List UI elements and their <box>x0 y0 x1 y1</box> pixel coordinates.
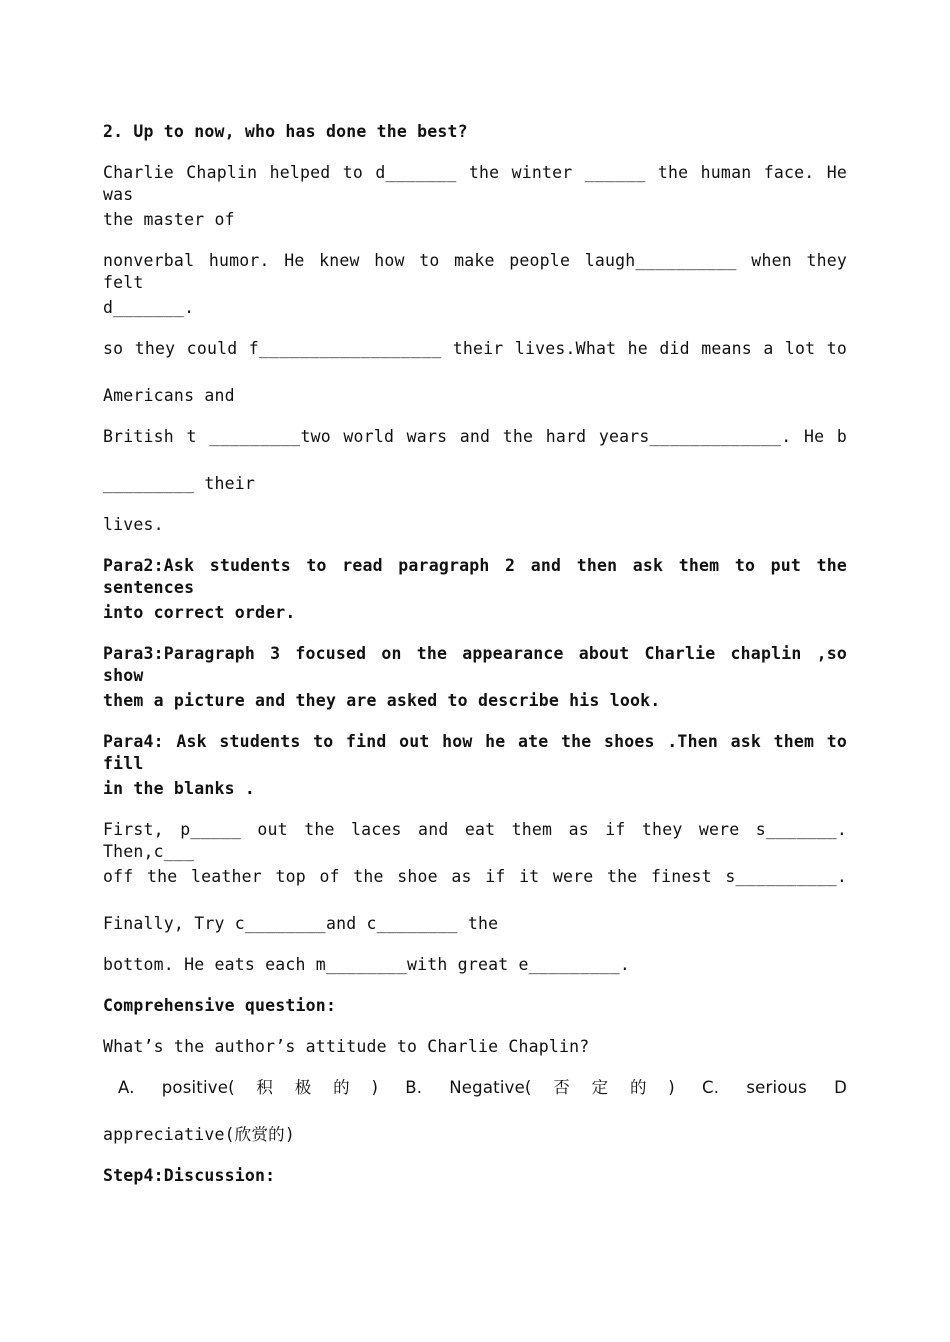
text-line: _________ their <box>103 474 256 493</box>
text-line: off the leather top of the shoe as if it were the finest s__________. <box>103 867 847 886</box>
text-line: the master of <box>103 210 235 229</box>
text-line: Americans and <box>103 386 235 405</box>
text-line: nonverbal humor. He knew how to make people laugh__________ when they felt <box>103 251 847 292</box>
question-heading: 2. Up to now, who has done the best? <box>103 122 468 141</box>
text-line: so they could f__________________ their lives.What he did means a lot to <box>103 339 847 358</box>
answer-options: A. positive(积极的) B. Negative(否定的) C. serious D <box>118 1078 847 1097</box>
para3-instruction: Para3:Paragraph 3 focused on the appearance about Charlie chaplin ,so show <box>103 644 847 685</box>
para2-instruction-cont: into correct order. <box>103 603 296 622</box>
comprehensive-heading: Comprehensive question: <box>103 996 337 1015</box>
para2-instruction: Para2:Ask students to read paragraph 2 and then ask them to put the sentences <box>103 556 847 597</box>
para4-instruction-cont: in the blanks . <box>103 779 256 798</box>
question-text: What’s the author’s attitude to Charlie Chaplin? <box>103 1037 590 1056</box>
answer-option-d: appreciative(欣赏的) <box>103 1125 295 1144</box>
text-line: First, p_____ out the laces and eat them as if they were s_______. Then,c___ <box>103 820 847 861</box>
text-line: Charlie Chaplin helped to d_______ the winter ______ the human face. He was <box>103 163 847 204</box>
text-line: lives. <box>103 515 164 534</box>
text-line: British t _________two world wars and the hard years_____________. He b <box>103 427 847 446</box>
text-line: d_______. <box>103 298 195 317</box>
step4-heading: Step4:Discussion: <box>103 1166 276 1185</box>
text-line: bottom. He eats each m________with great e_________. <box>103 955 630 974</box>
para4-instruction: Para4: Ask students to find out how he ate the shoes .Then ask them to fill <box>103 732 847 773</box>
text-line: Finally, Try c________and c________ the <box>103 914 499 933</box>
para3-instruction-cont: them a picture and they are asked to describe his look. <box>103 691 661 710</box>
